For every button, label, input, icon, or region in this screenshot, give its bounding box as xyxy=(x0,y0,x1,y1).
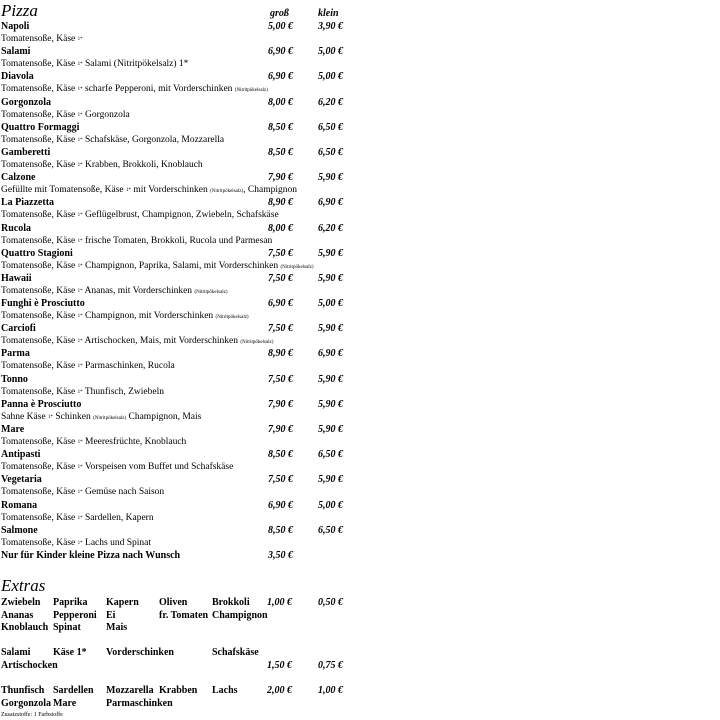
allergen-marker: 1* xyxy=(77,339,83,345)
description-toppings: Thunfisch, Zwiebeln xyxy=(82,386,164,397)
price-large: 8,50 € xyxy=(268,524,293,536)
allergen-marker: 1* xyxy=(77,112,83,118)
description-toppings: Gorgonzola xyxy=(82,109,130,120)
allergen-marker: 1* xyxy=(77,137,83,143)
price-large: 7,50 € xyxy=(268,373,293,385)
item-name: Funghi è Prosciutto xyxy=(1,298,85,310)
extra-topping: Ei xyxy=(106,609,116,621)
price-large: 6,90 € xyxy=(268,46,293,58)
price-small: 6,90 € xyxy=(318,348,343,360)
price-large: 8,50 € xyxy=(268,449,293,461)
price-large: 6,90 € xyxy=(268,499,293,511)
description-extra: Champignon, Mais xyxy=(126,411,202,422)
description-toppings: Sardellen, Kapern xyxy=(82,512,154,523)
item-description xyxy=(1,461,233,474)
extras-price-small: 0,50 € xyxy=(318,597,343,608)
description-base: Tomatensoße, Käse xyxy=(1,361,76,372)
item-description xyxy=(1,184,297,198)
price-large: 8,50 € xyxy=(268,146,293,158)
item-description xyxy=(1,335,273,349)
item-name: Diavola xyxy=(1,71,34,83)
item-name: Gorgonzola xyxy=(1,96,51,108)
extra-topping: Zwiebeln xyxy=(1,597,41,608)
additive-note: (Nitritpökelsalz) xyxy=(194,289,228,295)
item-name: Napoli xyxy=(1,21,30,32)
menu-item xyxy=(0,147,360,172)
allergen-marker: 1* xyxy=(77,540,83,546)
menu-item xyxy=(0,374,360,399)
menu-item xyxy=(0,298,360,323)
price-small: 5,90 € xyxy=(318,474,343,486)
item-description xyxy=(1,109,130,122)
description-base: Tomatensoße, Käse xyxy=(1,285,76,296)
additive-note: (Nitritpökelsalz) xyxy=(215,315,249,321)
allergen-marker: 1* xyxy=(77,62,83,68)
menu-item xyxy=(0,197,360,222)
allergen-marker: 1* xyxy=(77,263,83,269)
extra-topping: Knoblauch xyxy=(1,622,49,634)
extras-line xyxy=(0,610,360,623)
allergen-marker: 1* xyxy=(77,314,83,320)
menu-item xyxy=(0,223,360,248)
menu-item xyxy=(0,424,360,449)
extra-topping: Pepperoni xyxy=(53,609,97,621)
price-small: 6,50 € xyxy=(318,121,343,133)
price-large: 8,00 € xyxy=(268,96,293,108)
description-base: Tomatensoße, Käse xyxy=(1,260,76,271)
extra-topping: Mais xyxy=(106,622,128,634)
item-description xyxy=(1,58,188,71)
item-description xyxy=(1,235,272,248)
extras-price-large: 1,00 € xyxy=(267,597,292,608)
extra-topping: Oliven xyxy=(159,597,188,608)
menu-item xyxy=(0,122,360,147)
price-small: 6,50 € xyxy=(318,449,343,461)
extras-price-large: 2,00 € xyxy=(267,685,292,696)
item-name: Gamberetti xyxy=(1,146,51,158)
allergen-marker: 1* xyxy=(77,213,83,219)
item-description xyxy=(1,285,227,299)
item-name: Panna è Prosciutto xyxy=(1,398,82,410)
description-toppings: Krabben, Brokkoli, Knoblauch xyxy=(82,159,203,170)
item-name: Antipasti xyxy=(1,449,41,461)
extras-line xyxy=(0,622,360,635)
extra-topping: Kapern xyxy=(106,597,139,608)
description-base: Tomatensoße, Käse xyxy=(1,487,76,498)
allergen-marker: 1* xyxy=(77,515,83,521)
extra-topping: Vorderschinken xyxy=(106,647,174,658)
item-description xyxy=(1,411,201,425)
item-name: Hawaii xyxy=(1,272,32,284)
price-large: 7,50 € xyxy=(268,323,293,335)
item-description xyxy=(1,33,83,46)
description-toppings: Ananas, mit Vorderschinken xyxy=(82,285,195,296)
price-small: 6,20 € xyxy=(318,222,343,234)
col-header-large: groß xyxy=(270,8,289,19)
price-small: 5,90 € xyxy=(318,398,343,410)
extra-topping: fr. Tomaten xyxy=(159,609,209,621)
item-description xyxy=(1,360,175,373)
description-toppings: Gemüse nach Saison xyxy=(82,487,165,498)
price-small: 5,00 € xyxy=(318,499,343,511)
additive-note: (Nitritpökelsalz) xyxy=(240,340,274,346)
price-large: 7,90 € xyxy=(268,398,293,410)
price-small: 5,90 € xyxy=(318,172,343,184)
description-base: Tomatensoße, Käse xyxy=(1,134,76,145)
kids-name: Nur für Kinder kleine Pizza nach Wunsch xyxy=(1,549,181,561)
price-large: 8,00 € xyxy=(268,222,293,234)
description-toppings: Champignon, Paprika, Salami, mit Vorderschinken xyxy=(82,260,281,271)
price-small: 5,90 € xyxy=(318,272,343,284)
extras-line xyxy=(0,660,360,673)
price-large: 7,50 € xyxy=(268,272,293,284)
menu-item xyxy=(0,399,360,424)
item-description xyxy=(1,209,279,222)
description-base: Tomatensoße, Käse xyxy=(1,537,76,548)
pizza-list xyxy=(0,21,360,564)
extras-line xyxy=(0,597,360,610)
extra-topping: Thunfisch xyxy=(1,685,45,696)
extras-title: Extras xyxy=(1,576,46,595)
additive-note: (Nitritpökelsalz) xyxy=(93,415,127,421)
allergen-marker: 1* xyxy=(77,288,83,294)
extra-topping: Lachs xyxy=(212,685,238,696)
item-name: Romana xyxy=(1,499,38,511)
price-small: 5,90 € xyxy=(318,323,343,335)
description-base: Tomatensoße, Käse xyxy=(1,210,76,221)
extra-topping: Mozzarella xyxy=(106,685,154,696)
description-base: Tomatensoße, Käse xyxy=(1,386,76,397)
allergen-marker: 1* xyxy=(77,364,83,370)
kids-item xyxy=(0,550,360,564)
extra-topping: Mare xyxy=(53,697,77,709)
description-toppings: Champignon, mit Vorderschinken xyxy=(82,311,216,322)
extras-line xyxy=(0,698,360,711)
extra-topping: Käse 1* xyxy=(53,647,87,658)
extra-topping: Champignon xyxy=(212,609,268,621)
description-toppings: scharfe Pepperoni, mit Vorderschinken xyxy=(82,84,235,95)
description-toppings: Schinken xyxy=(52,411,94,422)
menu-item xyxy=(0,21,360,46)
item-name: Parma xyxy=(1,348,30,360)
item-name: Quattro Formaggi xyxy=(1,121,80,133)
item-description xyxy=(1,486,164,499)
item-description xyxy=(1,436,186,449)
description-base: Tomatensoße, Käse xyxy=(1,336,76,347)
description-toppings: Parmaschinken, Rucola xyxy=(82,361,175,372)
description-toppings: Lachs und Spinat xyxy=(82,537,151,548)
description-toppings: Salami (Nitritpökelsalz) 1* xyxy=(82,59,189,70)
item-description xyxy=(1,83,268,97)
description-base: Gefüllte mit Tomatensoße, Käse xyxy=(1,185,124,196)
description-base: Tomatensoße, Käse xyxy=(1,235,76,246)
extra-topping: Brokkoli xyxy=(212,597,250,608)
description-extra: , Champignon xyxy=(243,185,297,196)
menu-item xyxy=(0,525,360,550)
description-toppings: frische Tomaten, Brokkoli, Rucola und Parmesan xyxy=(82,235,273,246)
description-toppings: Artischocken, Mais, mit Vorderschinken xyxy=(82,336,241,347)
kids-price: 3,50 € xyxy=(268,549,293,561)
extras-group xyxy=(0,647,360,672)
extra-topping: Artischocken xyxy=(1,659,58,671)
item-description xyxy=(1,159,203,172)
menu-item xyxy=(0,46,360,71)
extras-line xyxy=(0,685,360,698)
menu-item xyxy=(0,348,360,373)
menu-item xyxy=(0,323,360,348)
extras-group xyxy=(0,597,360,635)
item-description xyxy=(1,310,249,324)
extra-topping: Paprika xyxy=(53,597,88,608)
allergen-marker: 1* xyxy=(77,490,83,496)
price-large: 7,90 € xyxy=(268,424,293,435)
extras-group xyxy=(0,685,360,710)
allergen-marker: 1* xyxy=(77,465,83,471)
extra-topping: Salami xyxy=(1,647,31,658)
price-small: 5,00 € xyxy=(318,71,343,83)
item-name: Salmone xyxy=(1,524,38,536)
price-large: 5,00 € xyxy=(268,21,293,32)
description-toppings: mit Vorderschinken xyxy=(131,185,211,196)
description-base: Tomatensoße, Käse xyxy=(1,109,76,120)
item-description xyxy=(1,386,164,399)
extras-line xyxy=(0,647,360,660)
additive-note: (Nitritpökelsalz) xyxy=(234,88,268,94)
item-name: Calzone xyxy=(1,172,36,184)
additive-note: (Nitritpökelsalz) xyxy=(210,189,244,195)
allergen-marker: 1* xyxy=(126,188,132,194)
description-toppings: Meeresfrüchte, Knoblauch xyxy=(82,437,187,447)
price-large: 8,50 € xyxy=(268,121,293,133)
price-large: 7,50 € xyxy=(268,474,293,486)
extra-topping: Krabben xyxy=(159,685,198,696)
extras-price-large: 1,50 € xyxy=(267,659,292,671)
price-small: 5,00 € xyxy=(318,298,343,310)
extra-topping: Ananas xyxy=(1,609,34,621)
menu-item xyxy=(0,97,360,122)
price-small: 6,20 € xyxy=(318,96,343,108)
menu-item xyxy=(0,71,360,96)
item-name: Mare xyxy=(1,424,25,435)
price-small: 6,50 € xyxy=(318,524,343,536)
extra-topping: Schafskäse xyxy=(212,647,259,658)
extra-topping: Parmaschinken xyxy=(106,697,173,709)
item-description xyxy=(1,512,154,525)
price-small: 6,90 € xyxy=(318,197,343,209)
menu-item xyxy=(0,273,360,298)
allergen-marker: 1* xyxy=(77,87,83,93)
description-base: Tomatensoße, Käse xyxy=(1,84,76,95)
allergen-marker: 1* xyxy=(77,238,83,244)
description-base: Tomatensoße, Käse xyxy=(1,437,76,447)
description-base: Tomatensoße, Käse xyxy=(1,512,76,523)
description-base: Tomatensoße, Käse xyxy=(1,159,76,170)
price-small: 3,90 € xyxy=(318,21,343,32)
extra-topping: Spinat xyxy=(53,622,81,634)
menu-item xyxy=(0,248,360,273)
description-toppings: Vorspeisen vom Buffet und Schafskäse xyxy=(82,462,234,473)
allergen-marker: 1* xyxy=(77,37,83,42)
description-toppings: Schafskäse, Gorgonzola, Mozzarella xyxy=(82,134,225,145)
price-large: 7,90 € xyxy=(268,172,293,184)
item-name: Tonno xyxy=(1,373,28,385)
price-large: 7,50 € xyxy=(268,247,293,259)
item-name: Rucola xyxy=(1,222,31,234)
price-large: 8,90 € xyxy=(268,197,293,209)
menu-item xyxy=(0,474,360,499)
price-large: 8,90 € xyxy=(268,348,293,360)
item-name: Carciofi xyxy=(1,323,36,335)
item-name: Quattro Stagioni xyxy=(1,247,73,259)
item-description xyxy=(1,134,224,147)
description-base: Tomatensoße, Käse xyxy=(1,34,76,44)
additive-note: (Nitritpökelsalz) xyxy=(280,264,314,270)
footnote: Zusatzstoffe: 1 Farbstoffe xyxy=(1,712,63,718)
description-base: Sahne Käse xyxy=(1,411,46,422)
item-name: Vegetaria xyxy=(1,474,42,486)
price-small: 6,50 € xyxy=(318,146,343,158)
menu-item xyxy=(0,500,360,525)
allergen-marker: 1* xyxy=(77,440,83,445)
extra-topping: Sardellen xyxy=(53,685,94,696)
description-toppings: Geflügelbrust, Champignon, Zwiebeln, Schafskäse xyxy=(82,210,279,221)
item-description xyxy=(1,260,314,274)
price-small: 5,90 € xyxy=(318,373,343,385)
price-small: 5,00 € xyxy=(318,46,343,58)
menu-item xyxy=(0,449,360,474)
menu-item xyxy=(0,172,360,197)
item-name: La Piazzetta xyxy=(1,197,55,209)
price-small: 5,90 € xyxy=(318,247,343,259)
description-base: Tomatensoße, Käse xyxy=(1,311,76,322)
col-header-small: klein xyxy=(318,8,339,19)
allergen-marker: 1* xyxy=(77,389,83,395)
item-name: Salami xyxy=(1,46,31,58)
description-base: Tomatensoße, Käse xyxy=(1,59,76,70)
price-large: 6,90 € xyxy=(268,71,293,83)
allergen-marker: 1* xyxy=(47,414,53,420)
item-description xyxy=(1,537,151,550)
allergen-marker: 1* xyxy=(77,162,83,168)
extras-price-small: 0,75 € xyxy=(318,659,343,671)
price-large: 6,90 € xyxy=(268,298,293,310)
extras-price-small: 1,00 € xyxy=(318,685,343,696)
description-base: Tomatensoße, Käse xyxy=(1,462,76,473)
price-small: 5,90 € xyxy=(318,424,343,435)
extra-topping: Gorgonzola xyxy=(1,697,51,709)
pizza-title: Pizza xyxy=(1,1,38,20)
